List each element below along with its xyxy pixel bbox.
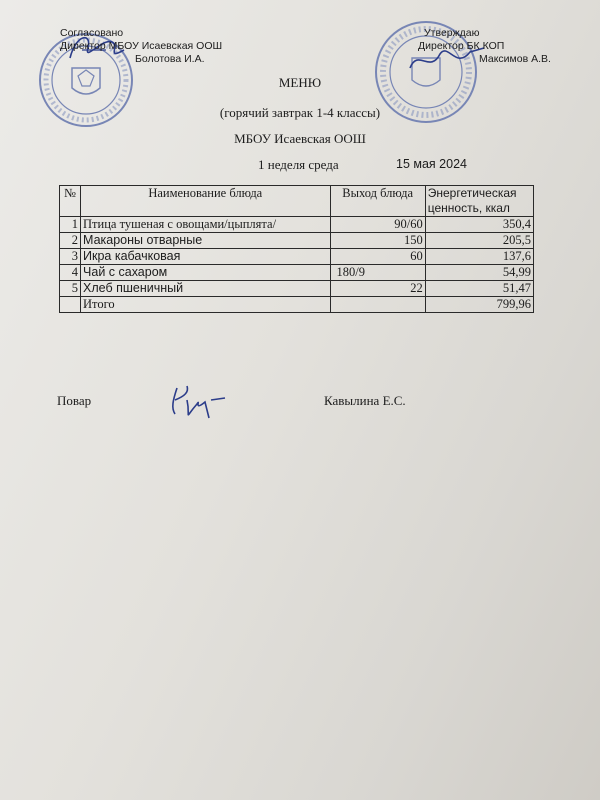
approval-right-status: Утверждаю (424, 27, 480, 39)
approval-left-name: Болотова И.А. (135, 53, 205, 65)
table-row (60, 249, 534, 265)
row-num: 1 (60, 217, 81, 233)
total-energy: 799,96 (425, 297, 533, 313)
school-name: МБОУ Исаевская ООШ (234, 131, 366, 146)
row-energy: 137,6 (425, 249, 533, 265)
table-row (60, 233, 534, 249)
row-output: 150 (330, 233, 425, 249)
row-num: 2 (60, 233, 81, 249)
total-output-cell (330, 297, 425, 313)
menu-date: 15 мая 2024 (396, 157, 467, 171)
page-subtitle: (горячий завтрак 1-4 классы) (219, 105, 381, 120)
week-day-label: 1 неделя среда (258, 157, 339, 172)
row-dish-name: Хлеб пшеничный (81, 281, 331, 297)
approval-right-name: Максимов А.В. (479, 53, 551, 65)
row-output: 22 (330, 281, 425, 297)
row-output: 90/60 (330, 217, 425, 233)
approval-right-position: Директор БК КОП (418, 40, 505, 52)
row-num: 3 (60, 249, 81, 265)
row-energy: 350,4 (425, 217, 533, 233)
menu-table (59, 185, 534, 313)
approval-left-status: Согласовано (60, 27, 124, 39)
approval-left-block (60, 27, 222, 66)
row-num: 4 (60, 265, 81, 281)
total-label: Итого (81, 297, 331, 313)
table-row (60, 281, 534, 297)
cook-signature (163, 378, 243, 423)
row-energy: 54,99 (425, 265, 533, 281)
table-row (60, 265, 534, 281)
page-title: МЕНЮ (278, 75, 322, 90)
approval-right-block (418, 27, 551, 66)
row-output: 180/9 (330, 265, 425, 281)
row-num: 5 (60, 281, 81, 297)
header-energy: Энергетическая ценность, ккал (425, 186, 533, 217)
header-dish-name: Наименование блюда (81, 186, 331, 217)
row-dish-name: Макароны отварные (81, 233, 331, 249)
row-energy: 205,5 (425, 233, 533, 249)
cook-name: Кавылина Е.С. (324, 393, 406, 408)
total-num-cell (60, 297, 81, 313)
table-header-row (60, 186, 534, 217)
row-dish-name: Икра кабачковая (81, 249, 331, 265)
row-dish-name: Чай с сахаром (81, 265, 331, 281)
table-total-row (60, 297, 534, 313)
header-num: № (60, 186, 81, 217)
row-output: 60 (330, 249, 425, 265)
cook-role: Повар (57, 393, 92, 408)
table-row (60, 217, 534, 233)
row-energy: 51,47 (425, 281, 533, 297)
row-dish-name: Птица тушеная с овощами/цыплята/ (81, 217, 331, 233)
header-output: Выход блюда (330, 186, 425, 217)
approval-left-position: Директор МБОУ Исаевская ООШ (60, 40, 223, 52)
